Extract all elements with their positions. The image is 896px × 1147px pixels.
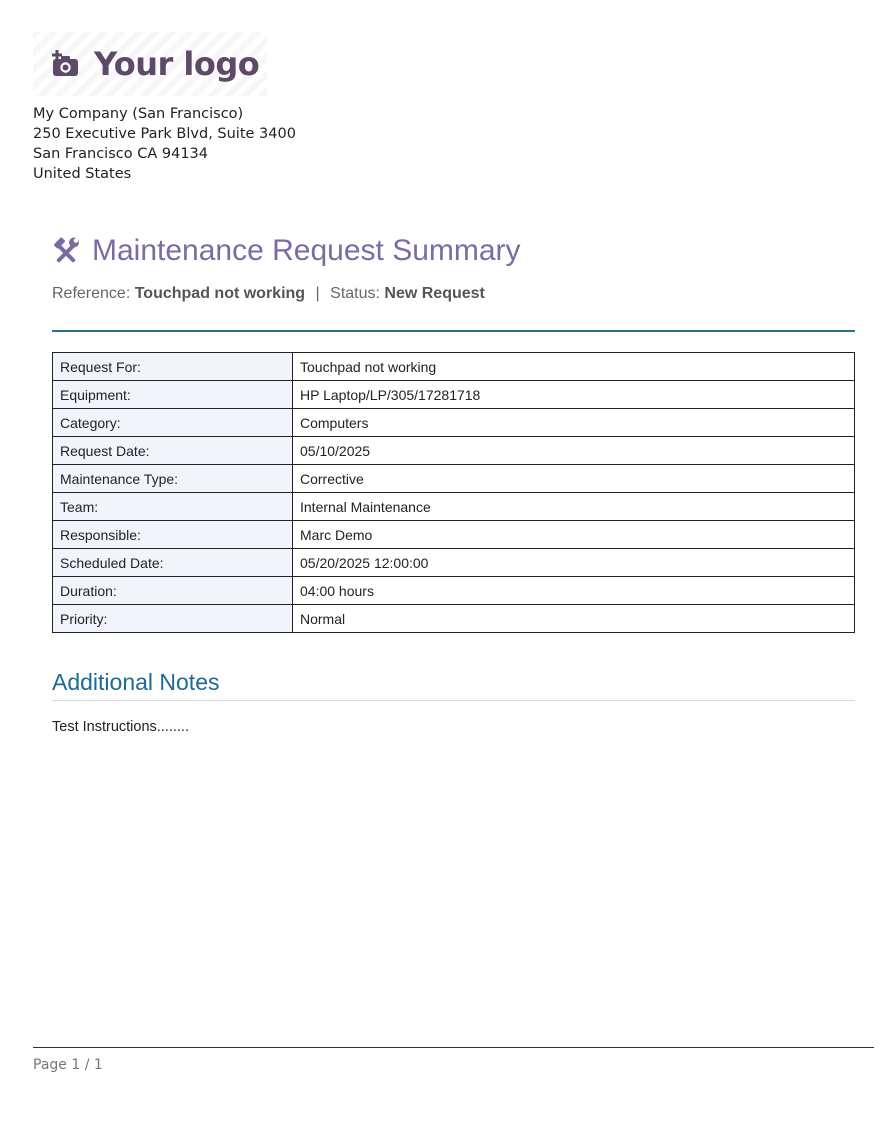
reference-label: Reference: <box>52 285 131 302</box>
company-logo <box>33 32 267 96</box>
notes-text: Test Instructions........ <box>52 719 189 735</box>
row-label: Maintenance Type: <box>53 465 293 493</box>
company-address <box>33 104 296 184</box>
company-city: San Francisco CA 94134 <box>33 146 208 162</box>
footer-divider <box>33 1047 874 1048</box>
row-value: HP Laptop/LP/305/17281718 <box>293 381 855 409</box>
table-row <box>53 381 855 409</box>
notes-heading: Additional Notes <box>52 669 220 695</box>
reference-value: Touchpad not working <box>134 285 306 302</box>
table-row <box>53 549 855 577</box>
company-country: United States <box>33 166 132 182</box>
status-value: New Request <box>384 285 485 302</box>
row-value: 05/10/2025 <box>293 437 855 465</box>
table-row <box>53 605 855 633</box>
status-label: Status: <box>330 285 380 302</box>
row-label: Priority: <box>53 605 293 633</box>
logo-text: Your logo <box>94 45 260 83</box>
page-title <box>52 234 521 268</box>
separator: | <box>315 285 320 302</box>
reference-status-line <box>52 285 485 303</box>
notes-divider <box>52 700 855 701</box>
company-name: My Company (San Francisco) <box>33 106 244 122</box>
row-value: 05/20/2025 12:00:00 <box>293 549 855 577</box>
title-divider <box>52 330 855 332</box>
details-table <box>52 352 855 633</box>
row-value: Touchpad not working <box>293 353 855 381</box>
row-label: Responsible: <box>53 521 293 549</box>
row-value: Normal <box>293 605 855 633</box>
row-label: Team: <box>53 493 293 521</box>
row-label: Request For: <box>53 353 293 381</box>
page-number: Page 1 / 1 <box>33 1057 103 1073</box>
row-label: Scheduled Date: <box>53 549 293 577</box>
tools-icon <box>52 237 80 265</box>
table-row <box>53 577 855 605</box>
row-value: Corrective <box>293 465 855 493</box>
table-row <box>53 409 855 437</box>
table-row <box>53 437 855 465</box>
row-label: Equipment: <box>53 381 293 409</box>
row-value: Marc Demo <box>293 521 855 549</box>
title-text: Maintenance Request Summary <box>92 234 521 267</box>
table-row <box>53 493 855 521</box>
row-label: Duration: <box>53 577 293 605</box>
row-value: 04:00 hours <box>293 577 855 605</box>
table-row <box>53 465 855 493</box>
table-row <box>53 353 855 381</box>
row-value: Internal Maintenance <box>293 493 855 521</box>
table-row <box>53 521 855 549</box>
company-street: 250 Executive Park Blvd, Suite 3400 <box>33 126 296 142</box>
row-label: Category: <box>53 409 293 437</box>
row-value: Computers <box>293 409 855 437</box>
row-label: Request Date: <box>53 437 293 465</box>
camera-plus-icon <box>50 50 80 78</box>
